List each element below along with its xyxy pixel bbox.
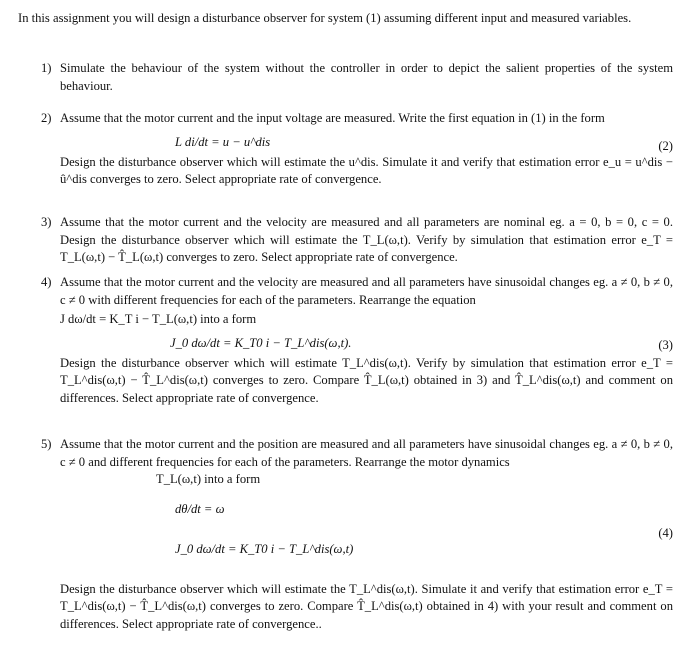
equation-2 <box>60 128 673 154</box>
item-number: 4) <box>41 275 52 289</box>
item-text: Design the disturbance observer which will estimate the u^dis. Simulate it and verify that estimation error e_u = u^dis − û^dis converges to zero. Select appropriate rate of convergence. <box>60 154 673 186</box>
list-item-2 <box>41 110 673 189</box>
equation-number: (3) <box>658 337 673 352</box>
equation-4 <box>60 489 673 573</box>
item-text: Assume that the motor current and the velocity are measured and all parameters are nominal eg. a = 0, b = 0, c = 0. Design the disturbance observer which will estimate the T_L(ω,t). Verify by simulation that estimation error e_T = T_L(ω,t) − T̂_L(ω,t) converges to zero. Select appropriate rate of convergence. <box>60 215 673 264</box>
equation-number: (2) <box>658 138 673 153</box>
equation-3 <box>60 329 673 355</box>
intro-paragraph: In this assignment you will design a disturbance observer for system (1) assuming different input and measured variables. <box>18 11 632 25</box>
item-text: Simulate the behaviour of the system without the controller in order to depict the salient properties of the system behaviour. <box>60 61 673 93</box>
item-text: T_L(ω,t) into a form <box>156 472 261 486</box>
list-item-1 <box>41 60 673 95</box>
item-text: J dω/dt = K_T i − T_L(ω,t) into a form <box>60 312 257 326</box>
equation: J_0 dω/dt = K_T0 i − T_L^dis(ω,t). <box>170 335 352 350</box>
equation: dθ/dt = ω <box>175 501 225 516</box>
item-number: 1) <box>41 61 52 75</box>
item-text: Design the disturbance observer which will estimate the T_L^dis(ω,t). Simulate it and verify that estimation error e_T = T_L^dis(ω,t) − T̂_L^dis(ω,t) converges to zero. Compare T̂_L^dis(ω,t) obtained in 4) with your result and comment on differences. Select appropriate rate of convergence.. <box>60 581 673 631</box>
list-item-4 <box>41 274 673 407</box>
item-number: 5) <box>41 437 52 451</box>
equation-number: (4) <box>658 525 673 540</box>
equation: L di/dt = u − u^dis <box>175 134 271 149</box>
item-text: Assume that the motor current and the velocity are measured and all parameters have sinusoidal changes eg. a ≠ 0, b ≠ 0, c ≠ 0 with different frequencies for each of the parameters. Rearrange the equation <box>60 275 673 307</box>
list-item-5 <box>41 436 673 633</box>
item-text: Assume that the motor current and the position are measured and all parameters have sinusoidal changes eg. a ≠ 0, b ≠ 0, c ≠ 0 and different frequencies for each of the parameters. Rearrange the motor dynamics <box>60 437 673 469</box>
item-text: Design the disturbance observer which will estimate T_L^dis(ω,t). Verify by simulation that estimation error e_T = T_L^dis(ω,t) − T̂_L^dis(ω,t) converges to zero. Compare T̂_L(ω,t) obtained in 3) and T̂_L^dis(ω,t) and comment on differences. Select appropriate rate of convergence. <box>60 355 673 405</box>
item-number: 3) <box>41 215 52 229</box>
item-text: Assume that the motor current and the input voltage are measured. Write the first equation in (1) in the form <box>60 111 605 125</box>
list-item-3 <box>41 214 673 267</box>
equation: J_0 dω/dt = K_T0 i − T_L^dis(ω,t) <box>175 541 354 556</box>
item-number: 2) <box>41 111 52 125</box>
